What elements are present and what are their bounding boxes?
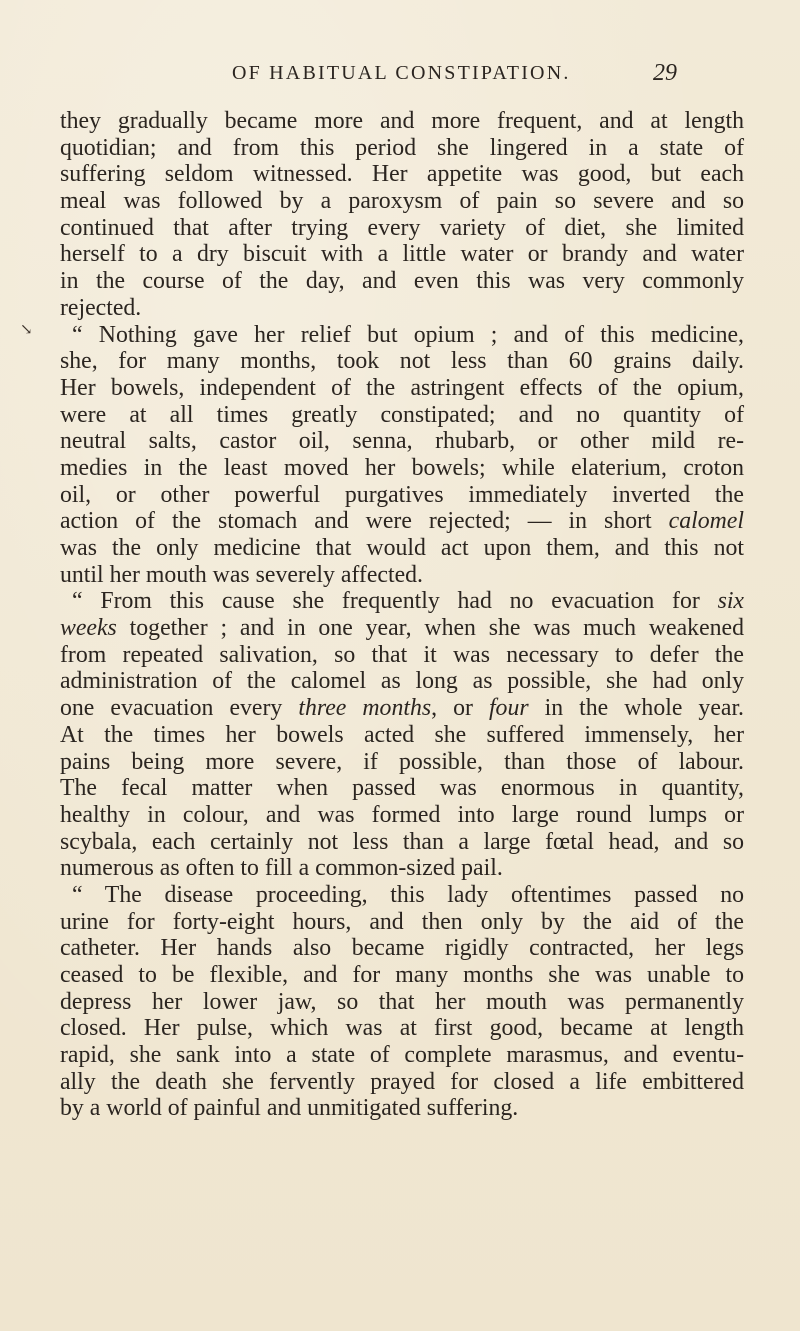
- text-line: pains being more severe, if possible, than those of labour.: [60, 748, 744, 775]
- text-line: were at all times greatly constipated; and no quantity of: [60, 401, 744, 428]
- text-fragment: , or: [431, 695, 489, 722]
- text-line: medies in the least moved her bowels; while elaterium, croton: [60, 454, 744, 481]
- text-line: rapid, she sank into a state of complete marasmus, and eventu-: [60, 1042, 744, 1069]
- text-line: catheter. Her hands also became rigidly contracted, her legs: [60, 935, 744, 962]
- page-header: [232, 60, 682, 90]
- text-line: from repeated salivation, so that it was necessary to defer the: [60, 641, 744, 668]
- text-line: At the times her bowels acted she suffered immensely, her: [60, 721, 744, 748]
- text-line: quotidian; and from this period she lingered in a state of: [60, 134, 744, 161]
- text-line: depress her lower jaw, so that her mouth was permanently: [60, 988, 744, 1015]
- italic-term: six: [717, 588, 744, 615]
- text-line: urine for forty-eight hours, and then only by the aid of the: [60, 908, 744, 935]
- text-line: meal was followed by a paroxysm of pain so severe and so: [60, 188, 744, 215]
- body-text: [60, 108, 744, 1122]
- page-number: 29: [653, 60, 677, 86]
- text-line: The fecal matter when passed was enormous in quantity,: [60, 775, 744, 802]
- text-fragment: together ; and in one year, when she was much weakened: [116, 615, 744, 642]
- text-line: rejected.: [60, 294, 142, 321]
- italic-term: three months: [298, 695, 432, 722]
- text-line: Her bowels, independent of the astringent effects of the opium,: [60, 374, 744, 401]
- text-line: “ The disease proceeding, this lady oftentimes passed no: [72, 881, 744, 908]
- text-line: numerous as often to fill a common-sized pail.: [60, 855, 503, 882]
- text-line: healthy in colour, and was formed into large round lumps or: [60, 801, 744, 828]
- text-line: [60, 508, 744, 535]
- italic-term: weeks: [60, 615, 117, 642]
- text-line: scybala, each certainly not less than a large fœtal head, and so: [60, 828, 744, 855]
- text-line: ally the death she fervently prayed for closed a life embittered: [60, 1068, 744, 1095]
- text-line: suffering seldom witnessed. Her appetite was good, but each: [60, 161, 744, 188]
- text-line: until her mouth was severely affected.: [60, 561, 423, 588]
- paragraph-4: [60, 882, 744, 1122]
- paragraph-1: [60, 108, 744, 322]
- text-line: administration of the calomel as long as possible, she had only: [60, 668, 744, 695]
- text-line: neutral salts, castor oil, senna, rhubarb, or other mild re-: [60, 428, 744, 455]
- text-line: closed. Her pulse, which was at first good, became at length: [60, 1015, 744, 1042]
- text-line: was the only medicine that would act upon them, and this not: [60, 535, 744, 561]
- italic-term: four: [488, 695, 529, 722]
- text-line: they gradually became more and more frequent, and at length: [60, 108, 744, 134]
- text-line: in the course of the day, and even this was very commonly: [60, 268, 744, 295]
- text-line: “ Nothing gave her relief but opium ; and of this medicine,: [72, 321, 744, 348]
- text-line: she, for many months, took not less than 60 grains daily.: [60, 348, 744, 375]
- text-line: by a world of painful and unmitigated suffering.: [60, 1095, 519, 1122]
- paragraph-2: [60, 322, 744, 589]
- text-fragment: “ From this cause she frequently had no evacuation for: [72, 588, 718, 615]
- text-line: [60, 588, 744, 615]
- text-line: [60, 615, 744, 642]
- text-fragment: one evacuation every: [60, 695, 299, 722]
- text-fragment: in the whole year.: [528, 695, 745, 722]
- margin-arrow-icon: ↘: [20, 322, 33, 338]
- italic-term: calomel: [668, 508, 744, 535]
- text-line: ceased to be flexible, and for many months she was unable to: [60, 962, 744, 988]
- text-line: [60, 695, 744, 722]
- text-fragment: action of the stomach and were rejected; — in short: [60, 508, 669, 535]
- running-head: OF HABITUAL CONSTIPATION.: [232, 62, 571, 84]
- text-line: continued that after trying every variety of diet, she limited: [60, 214, 744, 241]
- text-line: oil, or other powerful purgatives immediately inverted the: [60, 481, 744, 508]
- text-line: herself to a dry biscuit with a little water or brandy and water: [60, 241, 744, 268]
- paragraph-3: [60, 588, 744, 882]
